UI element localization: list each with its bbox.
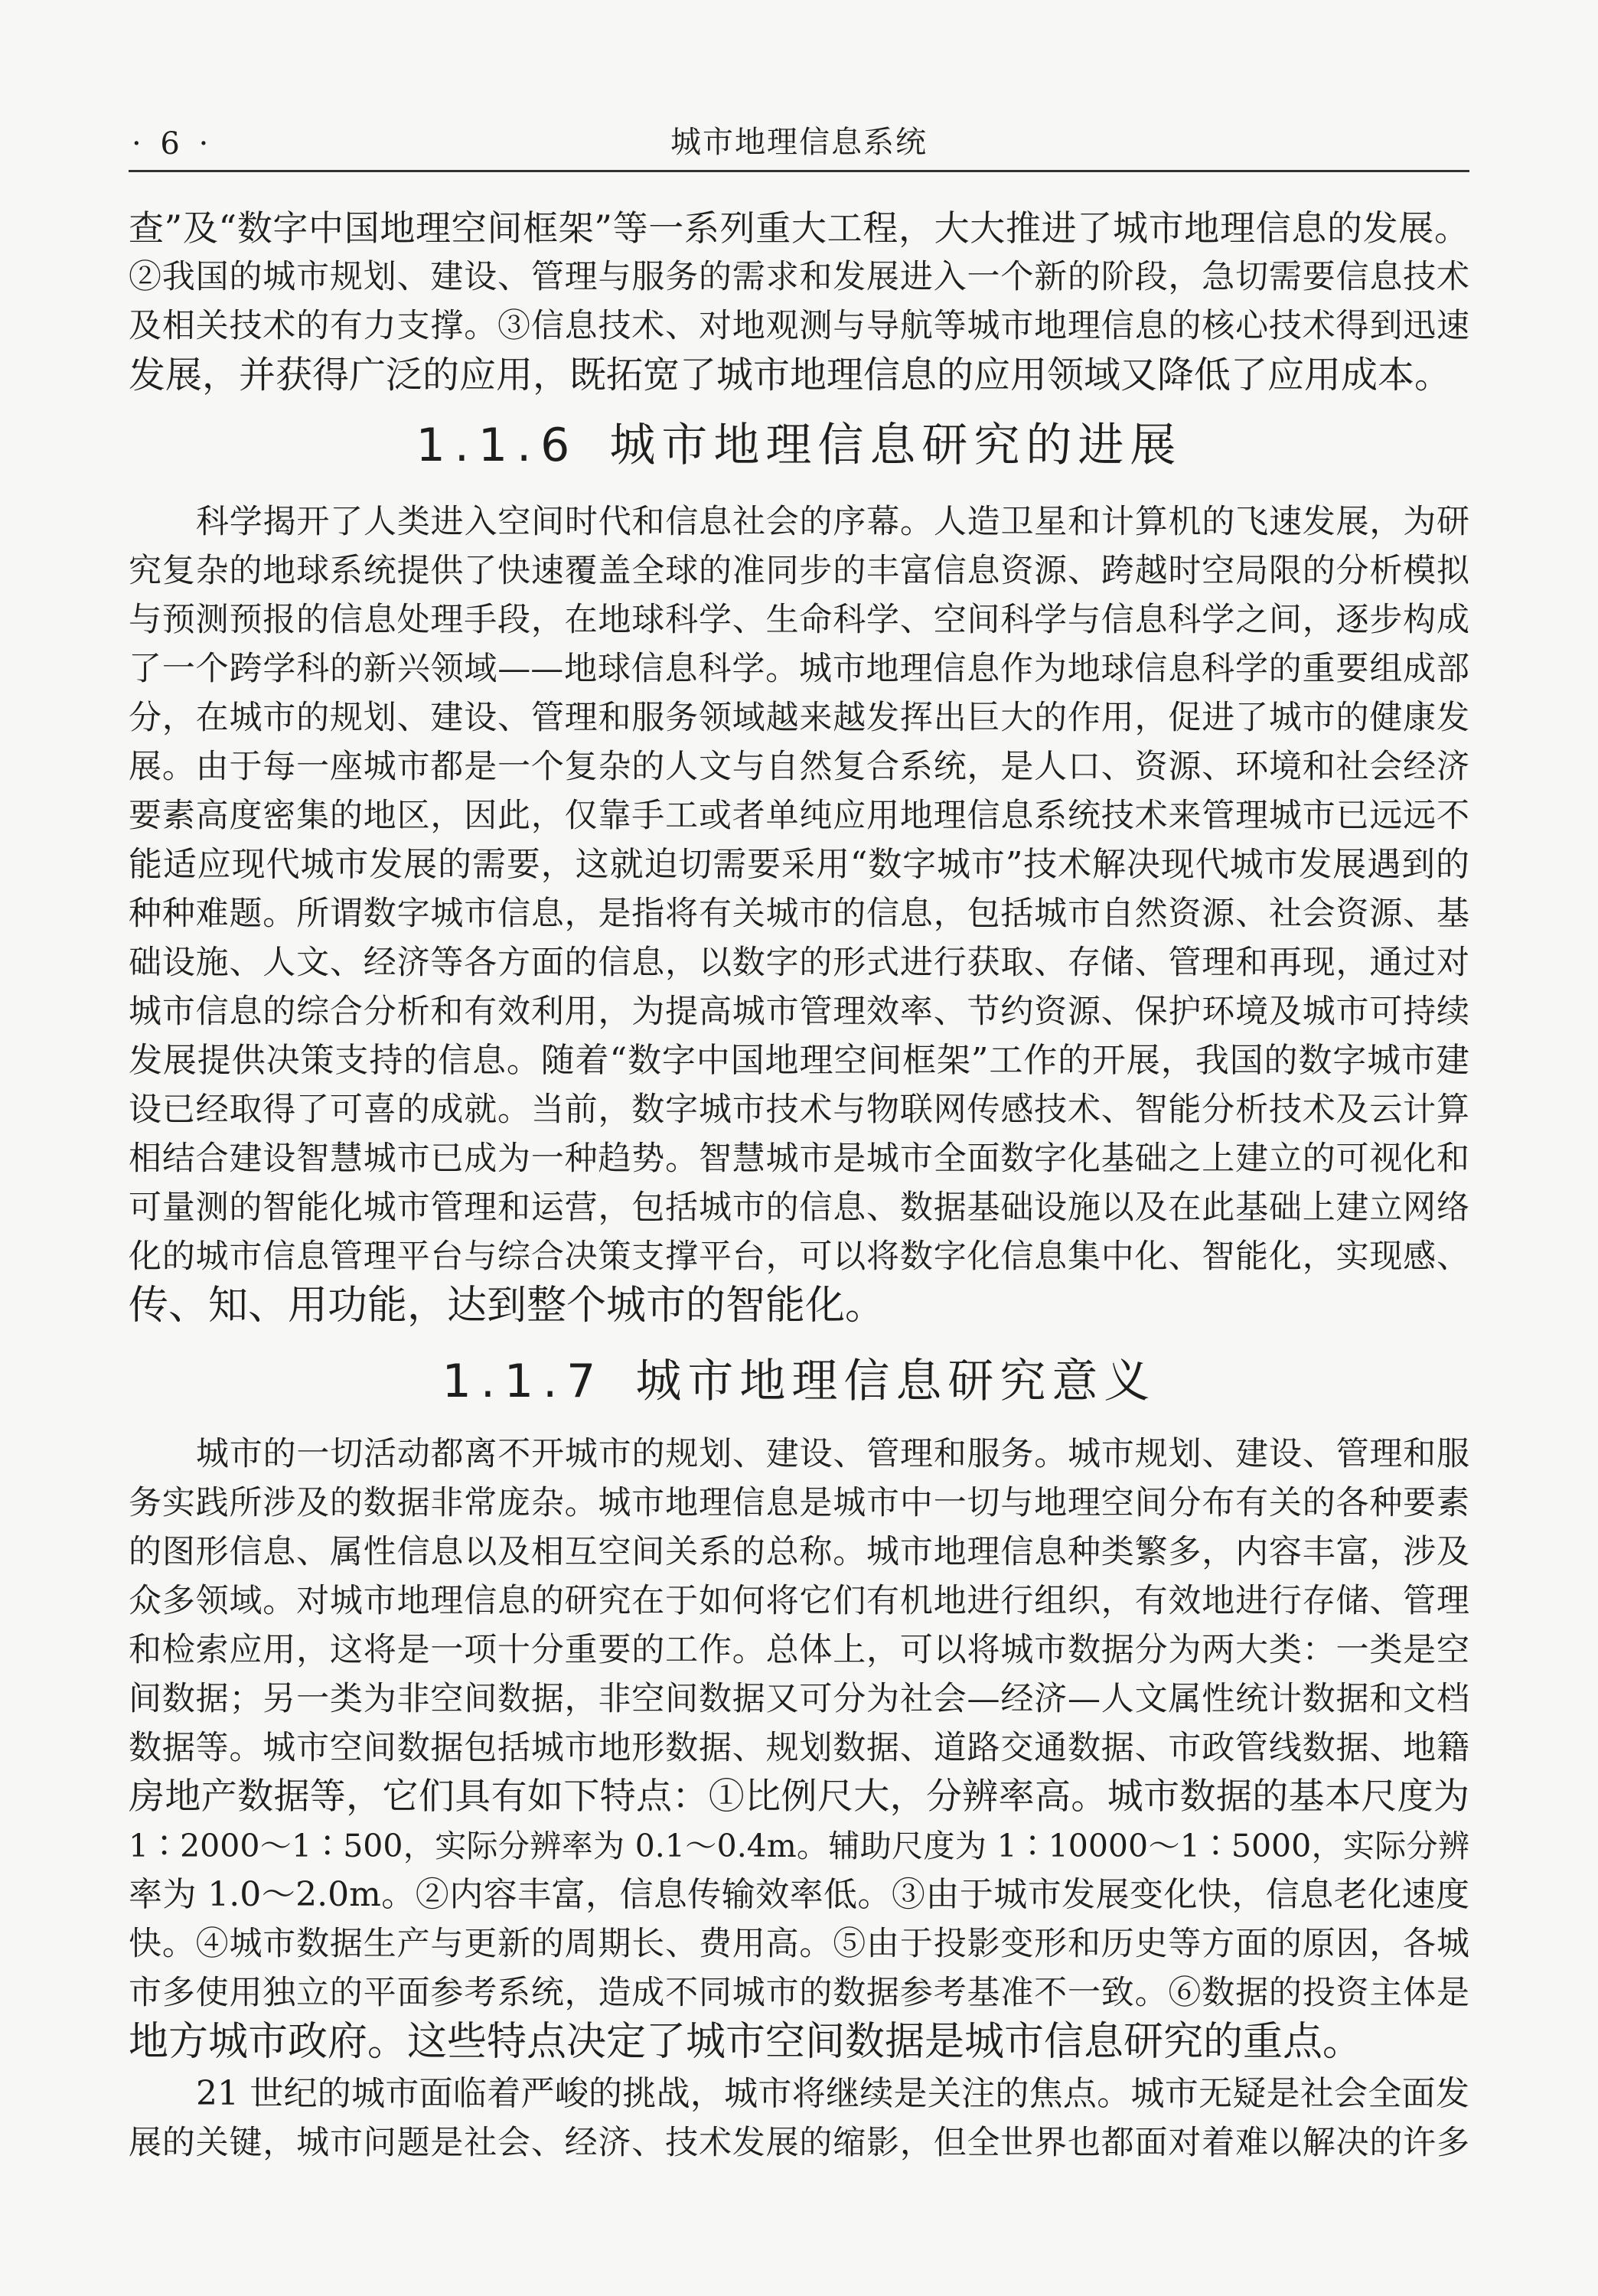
text-line: 市多使用独立的平面参考系统，造成不同城市的数据参考基准不一致。⑥数据的投资主体是 <box>129 1974 1469 2012</box>
text-line: 与预测预报的信息处理手段，在地球科学、生命科学、空间科学与信息科学之间，逐步构成 <box>129 601 1469 639</box>
paragraph-21st-century <box>129 2069 1469 2167</box>
text-line: 城市信息的综合分析和有效利用，为提高城市管理效率、节约资源、保护环境及城市可持续 <box>129 993 1469 1031</box>
text-line: 础设施、人文、经济等各方面的信息，以数字的形式进行获取、存储、管理和再现，通过对 <box>129 944 1469 982</box>
text-line: ②我国的城市规划、建设、管理与服务的需求和发展进入一个新的阶段，急切需要信息技术 <box>129 258 1469 296</box>
text-line: 发展提供决策支持的信息。随着“数字中国地理空间框架”工作的开展，我国的数字城市建 <box>129 1041 1469 1080</box>
text-line: 房地产数据等，它们具有如下特点：①比例尺大，分辨率高。城市数据的基本尺度为 <box>129 1776 1469 1818</box>
header-rule <box>129 170 1469 172</box>
section-number: 1.1.6 <box>416 419 579 472</box>
text-line: 发展，并获得广泛的应用，既拓宽了城市地理信息的应用领域又降低了应用成本。 <box>129 354 1452 396</box>
text-line: 究复杂的地球系统提供了快速覆盖全球的准同步的丰富信息资源、跨越时空局限的分析模拟 <box>129 552 1469 590</box>
text-line: 查”及“数字中国地理空间框架”等一系列重大工程，大大推进了城市地理信息的发展。 <box>129 207 1469 249</box>
section-title: 城市地理信息研究意义 <box>635 1355 1156 1408</box>
text-line: 城市的一切活动都离不开城市的规划、建设、管理和服务。城市规划、建设、管理和服 <box>196 1435 1469 1473</box>
text-line: 1∶2000～1∶500，实际分辨率为 0.1～0.4m。辅助尺度为 1∶10000～1∶5000，实际分辨 <box>129 1828 1469 1864</box>
paragraph-progress <box>129 497 1469 1330</box>
text-line: 21 世纪的城市面临着严峻的挑战，城市将继续是关注的焦点。城市无疑是社会全面发 <box>196 2074 1469 2113</box>
running-header-title: 城市地理信息系统 <box>670 125 928 160</box>
text-line: 展的关键，城市问题是社会、经济、技术发展的缩影，但全世界也都面对着难以解决的许多 <box>129 2124 1469 2162</box>
paragraph-continued <box>129 204 1469 400</box>
text-line: 间数据；另一类为非空间数据，非空间数据又可分为社会—经济—人文属性统计数据和文档 <box>129 1680 1469 1718</box>
text-line: 快。④城市数据生产与更新的周期长、费用高。⑤由于投影变形和历史等方面的原因，各城 <box>129 1925 1469 1963</box>
text-line: 传、知、用功能，达到整个城市的智能化。 <box>129 1283 885 1329</box>
text-line: 数据等。城市空间数据包括城市地形数据、规划数据、道路交通数据、市政管线数据、地籍 <box>129 1729 1469 1767</box>
text-line: 能适应现代城市发展的需要，这就迫切需要采用“数字城市”技术解决现代城市发展遇到的 <box>129 845 1469 884</box>
text-line: 科学揭开了人类进入空间时代和信息社会的序幕。人造卫星和计算机的飞速发展，为研 <box>196 503 1469 541</box>
section-heading-1-1-7 <box>129 1347 1469 1416</box>
text-line: 务实践所涉及的数据非常庞杂。城市地理信息是城市中一切与地理空间分布有关的各种要素 <box>129 1484 1469 1522</box>
page-number: · 6 · <box>132 126 214 161</box>
paragraph-significance <box>129 1430 1469 2066</box>
text-line: 化的城市信息管理平台与综合决策支撑平台，可以将数字化信息集中化、智能化，实现感、 <box>129 1238 1469 1276</box>
text-line: 地方城市政府。这些特点决定了城市空间数据是城市信息研究的重点。 <box>129 2019 1363 2065</box>
text-line: 可量测的智能化城市管理和运营，包括城市的信息、数据基础设施以及在此基础上建立网络 <box>129 1189 1469 1227</box>
text-line: 率为 1.0～2.0m。②内容丰富，信息传输效率低。③由于城市发展变化快，信息老化速度 <box>129 1875 1469 1914</box>
section-title: 城市地理信息研究的进展 <box>609 419 1182 472</box>
section-number: 1.1.7 <box>442 1355 605 1408</box>
text-line: 众多领域。对城市地理信息的研究在于如何将它们有机地进行组织，有效地进行存储、管理 <box>129 1582 1469 1620</box>
text-line: 分，在城市的规划、建设、管理和服务领域越来越发挥出巨大的作用，促进了城市的健康发 <box>129 699 1469 737</box>
text-line: 的图形信息、属性信息以及相互空间关系的总称。城市地理信息种类繁多，内容丰富，涉及 <box>129 1533 1469 1571</box>
text-line: 设已经取得了可喜的成就。当前，数字城市技术与物联网传感技术、智能分析技术及云计算 <box>129 1091 1469 1129</box>
text-line: 相结合建设智慧城市已成为一种趋势。智慧城市是城市全面数字化基础之上建立的可视化和 <box>129 1140 1469 1178</box>
text-line: 和检索应用，这将是一项十分重要的工作。总体上，可以将城市数据分为两大类：一类是空 <box>129 1631 1469 1669</box>
section-heading-1-1-6 <box>129 411 1469 480</box>
text-line: 要素高度密集的地区，因此，仅靠手工或者单纯应用地理信息系统技术来管理城市已远远不 <box>129 797 1469 835</box>
text-line: 展。由于每一座城市都是一个复杂的人文与自然复合系统，是人口、资源、环境和社会经济 <box>129 748 1469 786</box>
text-line: 种种难题。所谓数字城市信息，是指将有关城市的信息，包括城市自然资源、社会资源、基 <box>129 895 1469 933</box>
text-line: 了一个跨学科的新兴领域——地球信息科学。城市地理信息作为地球信息科学的重要组成部 <box>129 650 1469 688</box>
text-line: 及相关技术的有力支撑。③信息技术、对地观测与导航等城市地理信息的核心技术得到迅速 <box>129 307 1469 345</box>
